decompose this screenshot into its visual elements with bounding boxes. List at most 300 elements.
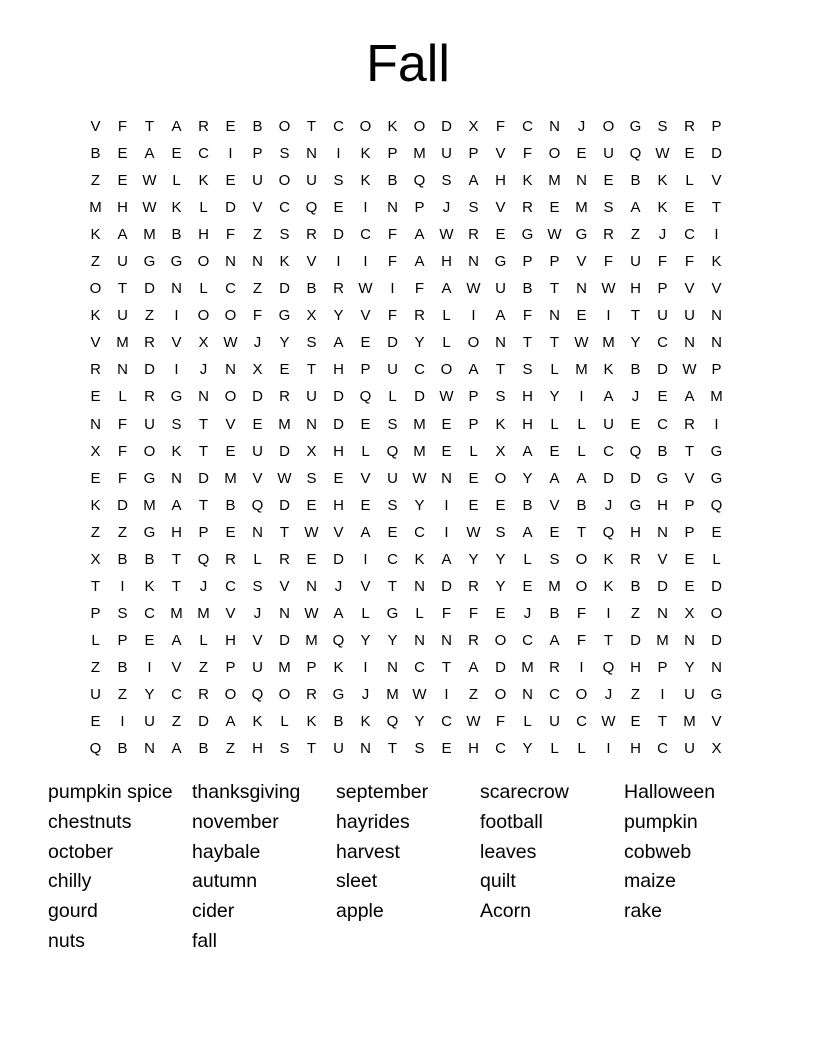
grid-letter: W: [655, 145, 670, 163]
grid-letter: K: [90, 496, 101, 514]
grid-letter: B: [630, 172, 641, 190]
grid-letter: X: [468, 118, 479, 135]
grid-letter: V: [306, 253, 317, 271]
grid-letter: N: [171, 469, 182, 487]
grid-letter: E: [333, 199, 344, 217]
grid-letter: S: [171, 415, 182, 433]
grid-letter: V: [252, 469, 263, 487]
grid-letter: E: [360, 496, 371, 514]
grid-letter: E: [576, 145, 587, 163]
grid-row: [82, 194, 730, 221]
grid-letter: A: [684, 388, 695, 406]
grid-letter: I: [444, 496, 449, 514]
grid-letter: K: [252, 713, 263, 731]
grid-letter: K: [360, 172, 371, 190]
grid-letter: W: [223, 334, 238, 352]
grid-letter: N: [225, 253, 236, 271]
grid-letter: O: [143, 442, 156, 460]
grid-letter: L: [172, 172, 181, 190]
grid-letter: N: [441, 469, 452, 487]
grid-letter: Y: [279, 334, 290, 352]
grid-letter: U: [630, 253, 641, 271]
grid-letter: P: [198, 523, 209, 541]
grid-letter: V: [171, 658, 182, 676]
grid-letter: C: [657, 415, 668, 433]
grid-letter: G: [629, 118, 642, 135]
grid-letter: W: [304, 604, 319, 622]
grid-letter: N: [576, 172, 587, 190]
grid-letter: I: [606, 740, 611, 758]
grid-letter: O: [467, 334, 480, 352]
grid-letter: Y: [630, 334, 641, 352]
grid-letter: O: [494, 685, 507, 703]
grid-letter: V: [711, 280, 722, 298]
grid-letter: T: [90, 577, 101, 595]
grid-letter: A: [468, 361, 479, 379]
grid-letter: V: [225, 604, 236, 622]
grid-letter: I: [120, 713, 125, 731]
grid-letter: I: [471, 307, 476, 325]
word-list-item: rake: [624, 900, 662, 923]
grid-letter: C: [495, 740, 506, 758]
grid-letter: L: [523, 550, 532, 568]
grid-letter: E: [171, 145, 182, 163]
grid-letter: U: [495, 280, 506, 298]
grid-letter: B: [117, 740, 128, 758]
word-list-item: gourd: [48, 900, 98, 923]
grid-letter: J: [199, 361, 208, 379]
grid-letter: D: [279, 631, 290, 649]
grid-letter: E: [495, 226, 506, 244]
grid-letter: T: [171, 577, 182, 595]
word-list-item: Halloween: [624, 781, 716, 803]
grid-letter: G: [710, 442, 723, 460]
grid-letter: I: [606, 307, 611, 325]
grid-letter: S: [306, 469, 317, 487]
grid-letter: L: [199, 631, 208, 649]
grid-letter: V: [549, 496, 560, 514]
grid-letter: I: [363, 658, 368, 676]
grid-letter: E: [630, 415, 641, 433]
grid-letter: O: [494, 631, 507, 649]
grid-letter: T: [630, 307, 641, 325]
grid-letter: M: [224, 469, 237, 487]
grid-letter: E: [468, 469, 479, 487]
grid-letter: J: [361, 685, 370, 703]
grid-letter: C: [414, 361, 425, 379]
grid-letter: X: [495, 442, 506, 460]
grid-letter: P: [90, 604, 101, 622]
grid-letter: N: [657, 523, 668, 541]
grid-letter: G: [143, 469, 156, 487]
grid-letter: I: [336, 253, 341, 271]
grid-letter: D: [144, 361, 155, 379]
grid-letter: B: [657, 442, 668, 460]
grid-letter: D: [441, 118, 452, 135]
grid-letter: P: [684, 523, 695, 541]
grid-letter: V: [657, 550, 668, 568]
grid-letter: N: [414, 631, 425, 649]
word-list-item: maize: [624, 870, 677, 893]
grid-letter: E: [657, 388, 668, 406]
grid-letter: C: [171, 685, 182, 703]
grid-letter: Z: [225, 740, 236, 758]
grid-letter: E: [441, 415, 452, 433]
grid-letter: S: [387, 415, 398, 433]
grid-letter: E: [225, 523, 236, 541]
grid-letter: I: [579, 388, 584, 406]
grid-letter: K: [657, 172, 668, 190]
grid-letter: T: [576, 523, 587, 541]
grid-letter: P: [657, 658, 668, 676]
grid-letter: Z: [468, 685, 479, 703]
grid-letter: L: [550, 740, 559, 758]
grid-letter: T: [711, 199, 722, 217]
grid-letter: N: [252, 253, 263, 271]
grid-letter: L: [550, 415, 559, 433]
grid-letter: F: [414, 280, 425, 298]
grid-letter: V: [90, 334, 101, 352]
grid-letter: C: [414, 658, 425, 676]
grid-letter: Q: [710, 496, 723, 514]
word-list-item: cobweb: [624, 840, 692, 863]
grid-letter: C: [414, 523, 425, 541]
grid-letter: E: [576, 307, 587, 325]
grid-letter: B: [171, 226, 182, 244]
grid-letter: A: [333, 334, 344, 352]
grid-letter: E: [603, 172, 614, 190]
grid-letter: T: [198, 415, 209, 433]
grid-letter: Y: [684, 658, 695, 676]
grid-letter: N: [306, 145, 317, 163]
grid-letter: I: [147, 658, 152, 676]
grid-letter: A: [414, 253, 425, 271]
grid-letter: E: [495, 604, 506, 622]
grid-row: [82, 627, 730, 654]
grid-letter: Q: [359, 388, 372, 406]
grid-letter: H: [657, 496, 668, 514]
grid-letter: A: [171, 118, 182, 135]
grid-letter: Q: [413, 172, 426, 190]
grid-letter: F: [252, 307, 263, 325]
grid-letter: L: [253, 550, 262, 568]
grid-letter: Y: [414, 713, 425, 731]
grid-letter: S: [306, 334, 317, 352]
grid-letter: H: [252, 740, 263, 758]
grid-letter: O: [197, 307, 210, 325]
grid-letter: G: [521, 226, 534, 244]
grid-letter: K: [171, 199, 182, 217]
grid-letter: W: [358, 280, 373, 298]
word-list-item: quilt: [480, 870, 516, 893]
grid-letter: T: [279, 523, 290, 541]
grid-letter: Q: [332, 631, 345, 649]
grid-letter: B: [117, 658, 128, 676]
grid-letter: J: [199, 577, 208, 595]
grid-letter: Q: [251, 685, 264, 703]
grid-letter: E: [90, 388, 101, 406]
grid-letter: O: [575, 577, 588, 595]
grid-letter: N: [711, 334, 722, 352]
grid-letter: V: [252, 631, 263, 649]
grid-letter: G: [575, 226, 588, 244]
grid-letter: R: [684, 118, 695, 135]
grid-letter: J: [577, 118, 586, 135]
grid-row: [82, 708, 730, 735]
word-list-item: harvest: [336, 840, 400, 863]
word-list-item: scarecrow: [480, 781, 569, 803]
grid-letter: T: [306, 740, 317, 758]
grid-letter: V: [711, 713, 722, 731]
word-list-item: pumpkin spice: [48, 781, 173, 803]
grid-letter: E: [549, 442, 560, 460]
grid-letter: D: [495, 658, 506, 676]
grid-letter: C: [549, 685, 560, 703]
grid-letter: D: [333, 415, 344, 433]
grid-letter: Z: [117, 685, 128, 703]
grid-letter: B: [144, 550, 155, 568]
grid-letter: D: [333, 226, 344, 244]
grid-letter: X: [90, 442, 101, 460]
grid-letter: I: [714, 415, 719, 433]
grid-letter: P: [414, 199, 425, 217]
grid-letter: M: [548, 577, 561, 595]
grid-row: [82, 221, 730, 248]
word-list-item: pumpkin: [624, 810, 698, 833]
grid-letter: N: [711, 658, 722, 676]
grid-letter: I: [606, 604, 611, 622]
grid-letter: F: [657, 253, 668, 271]
grid-letter: L: [523, 713, 532, 731]
grid-letter: R: [468, 577, 479, 595]
grid-letter: U: [252, 658, 263, 676]
grid-letter: A: [144, 145, 155, 163]
grid-letter: Y: [414, 334, 425, 352]
grid-row: [82, 275, 730, 302]
grid-letter: G: [494, 253, 507, 271]
grid-letter: M: [413, 145, 426, 163]
grid-letter: D: [252, 388, 263, 406]
grid-letter: R: [468, 226, 479, 244]
grid-letter: B: [387, 172, 398, 190]
grid-letter: P: [711, 361, 722, 379]
word-list-item: Acorn: [480, 900, 531, 923]
grid-letter: D: [630, 469, 641, 487]
grid-letter: J: [631, 388, 640, 406]
grid-letter: A: [414, 226, 425, 244]
grid-letter: B: [198, 740, 209, 758]
grid-letter: O: [575, 550, 588, 568]
grid-row: [82, 248, 730, 275]
grid-letter: F: [117, 442, 128, 460]
grid-letter: O: [710, 604, 723, 622]
grid-letter: V: [576, 253, 587, 271]
grid-letter: S: [495, 388, 506, 406]
grid-letter: B: [117, 550, 128, 568]
grid-row: [82, 735, 730, 762]
grid-letter: I: [579, 658, 584, 676]
grid-letter: S: [279, 226, 290, 244]
grid-letter: M: [143, 496, 156, 514]
grid-letter: A: [441, 550, 452, 568]
grid-letter: E: [360, 415, 371, 433]
grid-letter: W: [412, 685, 427, 703]
grid-letter: F: [387, 226, 398, 244]
grid-letter: Z: [90, 523, 101, 541]
grid-letter: N: [117, 361, 128, 379]
grid-letter: N: [387, 658, 398, 676]
grid-letter: W: [304, 523, 319, 541]
grid-letter: O: [278, 118, 291, 135]
grid-letter: E: [495, 496, 506, 514]
grid-letter: J: [334, 577, 343, 595]
grid-letter: C: [198, 145, 209, 163]
grid-letter: J: [442, 199, 451, 217]
grid-letter: U: [684, 307, 695, 325]
grid-letter: A: [603, 388, 614, 406]
grid-letter: V: [279, 577, 290, 595]
grid-letter: O: [359, 118, 372, 135]
grid-letter: E: [441, 442, 452, 460]
grid-letter: E: [252, 415, 263, 433]
grid-letter: Y: [333, 307, 344, 325]
grid-letter: F: [495, 713, 506, 731]
grid-letter: D: [414, 388, 425, 406]
grid-letter: D: [387, 334, 398, 352]
grid-letter: R: [603, 226, 614, 244]
grid-letter: M: [143, 226, 156, 244]
grid-letter: S: [549, 550, 560, 568]
grid-letter: Q: [251, 496, 264, 514]
grid-letter: T: [306, 118, 317, 135]
grid-letter: E: [117, 145, 128, 163]
grid-letter: A: [171, 631, 182, 649]
grid-letter: N: [441, 631, 452, 649]
grid-letter: S: [657, 118, 668, 135]
word-list-item: thanksgiving: [192, 781, 301, 803]
page-title: Fall: [366, 35, 450, 93]
grid-letter: A: [630, 199, 641, 217]
grid-letter: T: [441, 658, 452, 676]
grid-letter: H: [333, 496, 344, 514]
grid-letter: N: [225, 361, 236, 379]
grid-letter: H: [468, 740, 479, 758]
grid-letter: F: [117, 469, 128, 487]
grid-letter: F: [684, 253, 695, 271]
grid-letter: M: [278, 415, 291, 433]
grid-row: [82, 438, 730, 465]
grid-letter: S: [387, 496, 398, 514]
grid-letter: N: [495, 334, 506, 352]
grid-letter: E: [549, 199, 560, 217]
grid-letter: L: [91, 631, 100, 649]
grid-letter: I: [120, 577, 125, 595]
word-list-item: chestnuts: [48, 810, 132, 833]
grid-letter: F: [117, 415, 128, 433]
grid-letter: U: [117, 307, 128, 325]
grid-letter: A: [468, 658, 479, 676]
grid-letter: X: [306, 442, 317, 460]
grid-letter: Z: [144, 307, 155, 325]
grid-letter: L: [442, 307, 451, 325]
grid-row: [82, 492, 730, 519]
grid-letter: H: [198, 226, 209, 244]
grid-letter: J: [253, 334, 262, 352]
grid-letter: N: [522, 685, 533, 703]
grid-letter: E: [306, 496, 317, 514]
word-list-item: september: [336, 781, 429, 803]
grid-letter: E: [306, 550, 317, 568]
word-list-item: october: [48, 840, 114, 863]
grid-letter: M: [170, 604, 183, 622]
grid-letter: E: [387, 523, 398, 541]
word-list-item: sleet: [336, 870, 378, 893]
grid-letter: Q: [197, 550, 210, 568]
grid-letter: X: [306, 307, 317, 325]
word-list-item: haybale: [192, 840, 261, 863]
grid-letter: E: [279, 361, 290, 379]
grid-letter: S: [333, 172, 344, 190]
grid-letter: A: [576, 469, 587, 487]
grid-letter: L: [550, 361, 559, 379]
grid-letter: U: [117, 253, 128, 271]
grid-letter: U: [603, 415, 614, 433]
grid-letter: T: [387, 577, 398, 595]
grid-row: [82, 167, 730, 194]
grid-letter: Y: [360, 631, 371, 649]
grid-letter: C: [522, 118, 533, 135]
grid-row: [82, 465, 730, 492]
grid-letter: Z: [198, 658, 209, 676]
grid-letter: K: [171, 442, 182, 460]
grid-letter: J: [253, 604, 262, 622]
grid-letter: N: [144, 740, 155, 758]
grid-letter: P: [684, 496, 695, 514]
grid-letter: U: [549, 713, 560, 731]
grid-letter: K: [414, 550, 425, 568]
grid-letter: D: [711, 631, 722, 649]
grid-letter: C: [360, 226, 371, 244]
grid-letter: R: [468, 631, 479, 649]
grid-letter: E: [684, 199, 695, 217]
grid-letter: Z: [90, 172, 101, 190]
grid-letter: M: [413, 442, 426, 460]
grid-row: [82, 546, 730, 573]
grid-letter: N: [684, 631, 695, 649]
grid-row: [82, 383, 730, 410]
grid-row: [82, 573, 730, 600]
grid-letter: R: [144, 388, 155, 406]
grid-letter: U: [252, 172, 263, 190]
grid-letter: B: [90, 145, 101, 163]
grid-letter: X: [252, 361, 263, 379]
word-list-item: apple: [336, 900, 384, 923]
grid-letter: Y: [144, 685, 155, 703]
grid-letter: P: [360, 361, 371, 379]
grid-letter: S: [279, 740, 290, 758]
grid-letter: U: [387, 361, 398, 379]
grid-letter: I: [174, 307, 179, 325]
grid-letter: I: [660, 685, 665, 703]
grid-letter: V: [684, 469, 695, 487]
grid-letter: W: [142, 199, 157, 217]
grid-letter: O: [278, 172, 291, 190]
grid-letter: E: [630, 713, 641, 731]
grid-letter: R: [630, 550, 641, 568]
grid-letter: O: [548, 145, 561, 163]
grid-letter: V: [495, 199, 506, 217]
grid-letter: N: [549, 118, 560, 135]
